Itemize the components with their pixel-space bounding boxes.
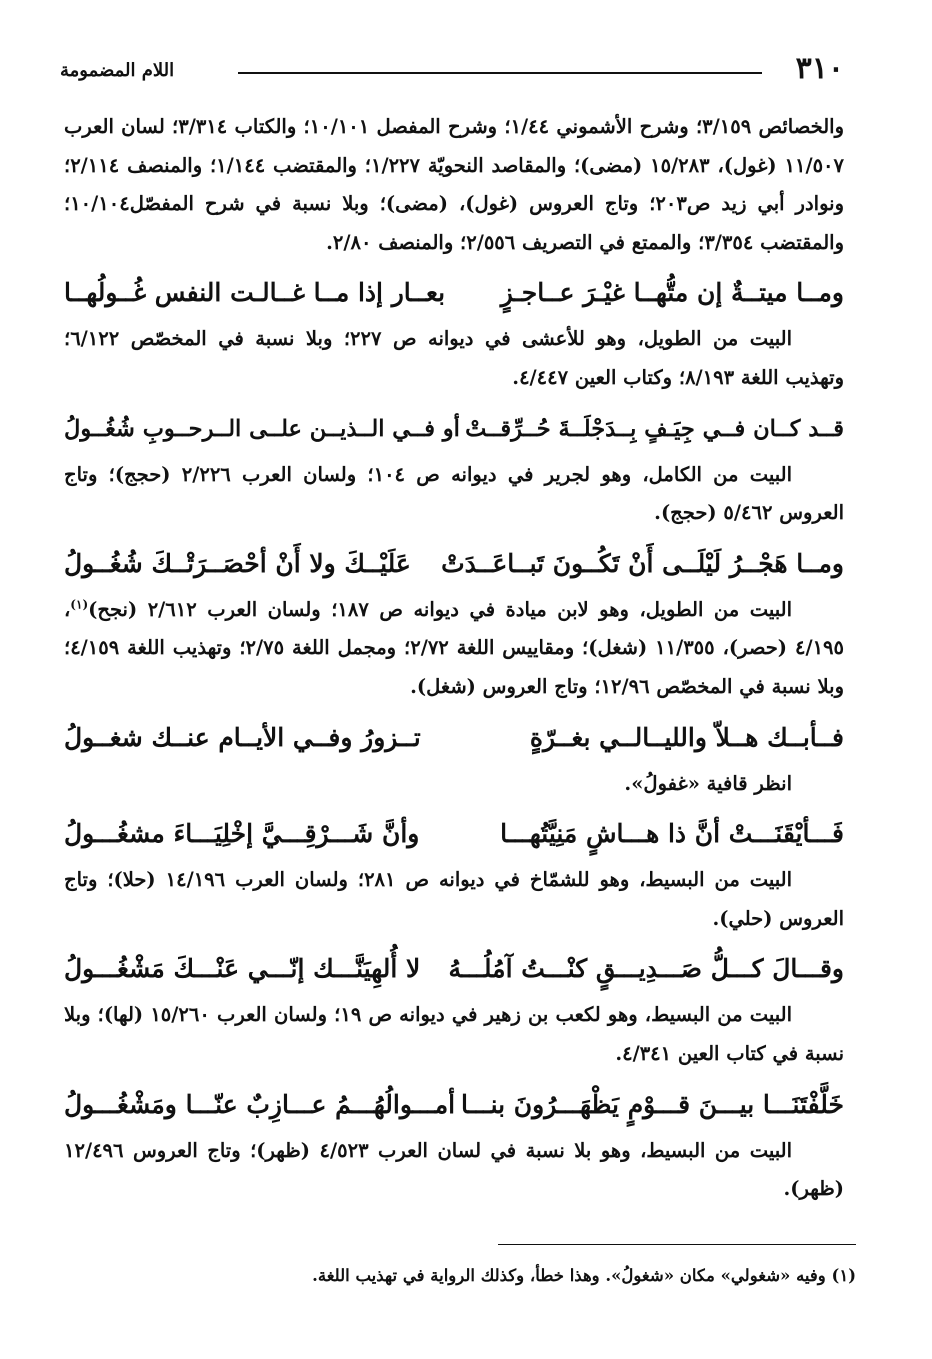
verse-line [64,942,844,996]
verse-note: انظر قافية «غفولُ». [624,771,792,795]
verse-first-hemistich: وقـــالَ كـــلُّ صَـــدِيـــقٍ كنْـــتُ آمُلُـــهُ [448,954,844,984]
verse-first-hemistich: ومــا ميتــةٌ إن متُّهــا غيْـرَ عــاجـزٍ [500,278,844,308]
entry-1 [64,266,844,397]
verse-first-hemistich: ومــا هَجْــرُ لَيْلَــى أَنْ تَكُــونَ تَبــاعَــدَتْ [441,548,844,578]
verse-second-hemistich: عَلَيْــكَ ولا أَنْ أحْصَــرَتْــكَ شُغُــولُ [64,548,411,578]
verse-note: البيت من البسيط، وهو لكعب بن زهير في ديوانه ص ١٩؛ ولسان العرب ١٥/٢٦٠ (لها)؛ وبلا نسبة في كتاب العين ٤/٣٤١. [64,1003,844,1065]
entry-2 [64,402,844,533]
verse-note: البيت من البسيط، وهو للشمّاخ في ديوانه ص ٢٨١؛ ولسان العرب ١٤/١٩٦ (حلا)؛ وتاج العروس (حلي). [64,868,844,930]
verse-first-hemistich: خَلَّفْتَنَـــا بيـــنَ قـــوْمٍ يَظْهَـــرُونَ بنـــا [461,1089,844,1119]
entry-3 [64,537,844,707]
verse-line [64,402,844,456]
running-title: اللام المضمومة [60,60,175,81]
verse-second-hemistich: بعــار إذا مــا غــالـت النفس غُــولُهــا [64,278,446,308]
entry-5 [64,807,844,938]
page-number: ٣١٠ [795,51,844,86]
page-content [64,108,844,1209]
verse-second-hemistich: تــزورُ وفــي الأيــام عنــك شغــولُ [64,722,421,752]
verse-line [64,266,844,320]
intro-paragraph: والخصائص ٣/١٥٩؛ وشرح الأشموني ١/٤٤؛ وشرح المفصل ١٠/١٠١؛ والكتاب ٣/٣١٤؛ لسان العرب ١١/٥٠٧ (غول)، ١٥/٢٨٣ (مضى)؛ والمقاصد النحويّة ١/٢٢٧؛ والمقتضب ١/١٤٤؛ والمنصف ٢/١١٤؛ ونوادر أبي زيد ص٢٠٣؛ وتاج العروس (غول)، (مضى)؛ وبلا نسبة في شرح المفصّل١٠/١٠٤؛ والمقتضب ٣/٣٥٤؛ والممتع في التصريف ٢/٥٥٦؛ والمنصف ٢/٨٠. [64,115,844,254]
verse-first-hemistich: فــأبــك هــلاّ والليــالــي بغــرّةٍ [529,722,844,752]
verse-line [64,807,844,861]
entry-6 [64,942,844,1073]
footnote-marker[interactable]: (١) [70,597,89,612]
verse-note: البيت من الطويل، وهو للأعشى في ديوانه ص ٢٢٧؛ وبلا نسبة في المخصّص ٦/١٢٢؛ وتهذيب اللغة ٨/١٩٣؛ وكتاب العين ٤/٤٤٧. [64,327,844,389]
header-rule [238,72,762,74]
verse-note-text: البيت من الطويل، وهو لابن ميادة في ديوانه ص ١٨٧؛ ولسان العرب ٢/٦١٢ (نجح) [88,597,792,621]
running-header [60,52,844,88]
verse-line [64,1078,844,1132]
verse-note [64,591,844,707]
verse-note: البيت من البسيط، وهو بلا نسبة في لسان العرب ٤/٥٢٣ (ظهر)؛ وتاج العروس ١٢/٤٩٦ (ظهر). [64,1138,844,1201]
verse-line [64,711,844,765]
footnote: (١) وفيه «شغولي» مكان «شغولُ». وهذا خطأ، وكذلك الرواية في تهذيب اللغة. [312,1266,856,1285]
verse-note: البيت من الكامل، وهو لجرير في ديوانه ص ١٠٤؛ ولسان العرب ٢/٢٢٦ (حجج)؛ وتاج العروس ٥/٤٦٢ (حجج). [64,462,844,525]
verse-second-hemistich: أمـــوالُهُـــمُ عـــازِبٌ عنّـــا ومَشْغُـــولُ [64,1089,456,1119]
verse-second-hemistich: أو فــي الــذيــن علــى الــرحــوبِ شُغُــولُ [64,415,460,442]
footnote-separator [498,1244,856,1245]
entry-4 [64,711,844,804]
verse-second-hemistich: لا أُلهِيَنَّـــك إنّـــي عَنْـــكَ مَشْغُـــولُ [64,954,421,984]
verse-first-hemistich: قــد كــان فــي جِيَـفٍ بِــدَجْلَــةَ حُــرِّقــتْ [465,415,844,442]
verse-first-hemistich: فَـــأيْقَنَـــتْ أنَّ ذا هـــاشٍ مَنِيَّتُهـــا [500,819,844,849]
entry-7 [64,1078,844,1209]
verse-note-text-rest: ، ٤/١٩٥ (حصر)، ١١/٣٥٥ (شغل)؛ ومقاييس اللغة ٢/٧٢؛ ومجمل اللغة ٢/٧٥؛ وتهذيب اللغة ٤/١٥٩؛ وبلا نسبة في المخصّص ١٢/٩٦؛ وتاج العروس (شغل). [64,597,844,698]
verse-second-hemistich: وأنَّ شَـــرْقِـــيَّ إخْلِيَـــاءَ مشغُـــولُ [64,819,420,849]
verse-line [64,537,844,591]
